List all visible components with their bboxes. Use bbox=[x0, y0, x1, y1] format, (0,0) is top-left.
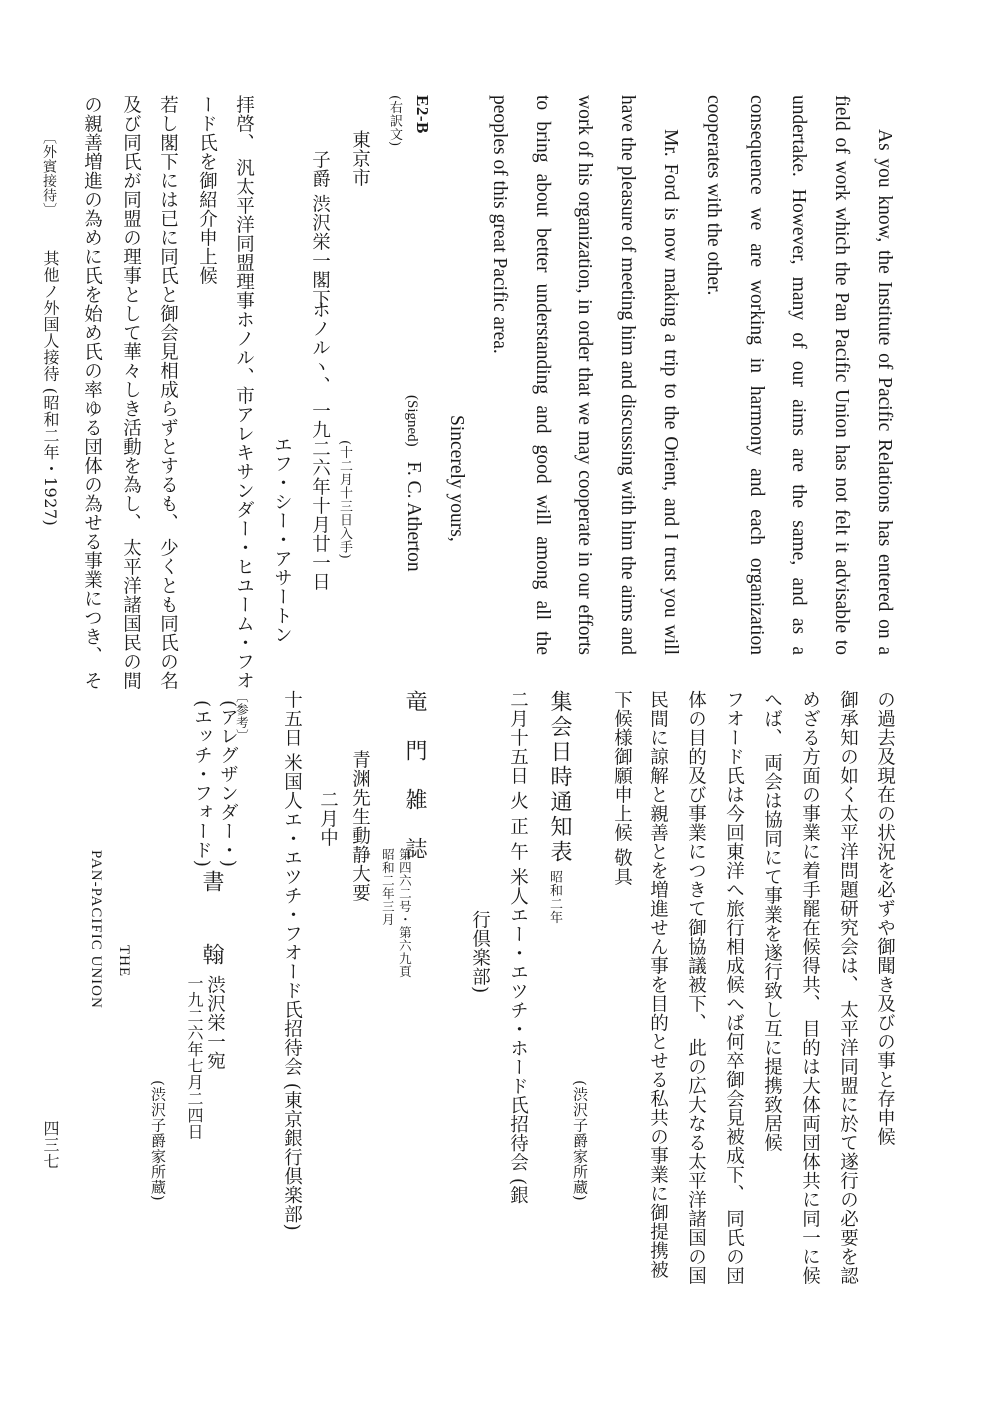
magazine-issue: 第四六二号・第六九頁 bbox=[397, 848, 413, 978]
footer-category: 〔外賓接待〕 bbox=[41, 130, 57, 217]
signed-label: (Signed) bbox=[404, 395, 421, 447]
magazine-title: 竜 門 雑 誌 bbox=[402, 690, 427, 869]
schedule-year: 昭和二年 bbox=[547, 870, 562, 924]
text-column-6: 体の目的及び事業につきて御協議被下、 此の広大なる太平洋諸国の国 bbox=[685, 690, 707, 1286]
address-city: 東京市 bbox=[349, 130, 371, 187]
sender-place-date: ホノルヽ、 一九二六年十月廿一日 bbox=[309, 300, 331, 592]
text-column-2: 御承知の如く太平洋問題研究会は、 太平洋同盟に於て遂行の必要を認 bbox=[837, 690, 859, 1286]
text-column-3: めざる方面の事業に着手罷在候得共、 目的は大体両団体共に同一に候 bbox=[799, 690, 821, 1286]
page-number: 四三七 bbox=[41, 1120, 60, 1170]
body-line-2: ード氏を御紹介申上候 bbox=[196, 95, 218, 285]
address-name: 子爵 渋沢栄一閣下 bbox=[309, 150, 331, 309]
text-column-4: へば、 両会は協同にて事業を遂行致し互に提携致居候 bbox=[761, 690, 783, 1153]
text-column-1: の過去及現在の状況を必ずや御聞き及びの事と存申候 bbox=[874, 690, 896, 1146]
magazine-subtitle: 青渊先生動静大要 bbox=[349, 750, 371, 902]
reference-code: E2-B bbox=[413, 95, 432, 134]
body-line-1: 拝啓、 汎太平洋同盟理事ホノル、市アレキサンダー・ヒユーム・フオ bbox=[233, 95, 255, 691]
letter-date: 一九二六年七月二四日 bbox=[185, 975, 204, 1140]
english-paragraph-2: Mr. Ford is now making a trip to the Orient, and I trust you will have the pleasure of meeting him and discussing with him the aims and work of his organization, in order that we may cooperate in our efforts to bring about better understanding and good will among all the peoples of this great Pacific area. bbox=[488, 95, 682, 655]
signature-line bbox=[390, 395, 434, 655]
footer-title: 其他ノ外国人接待 (昭和二年・1927) bbox=[41, 250, 60, 527]
body-line-3: 若し閣下には已に同氏と御会見相成らずとするも、 少くとも同氏の名 bbox=[157, 95, 179, 691]
received-date: (十二月十三日入手) bbox=[337, 440, 352, 560]
sender-name: エフ・シー・アサートン bbox=[271, 435, 293, 644]
english-paragraph-1: As you know, the Institute of Pacific Relations has entered on a field of work which the Pan Pacific Union has not felt it advisable to undertake. However, many of our aims are the same, and as a consequence we are working in harmony and each organization cooperates with the other. bbox=[702, 95, 895, 655]
source-note-2: (渋沢子爵家所蔵) bbox=[149, 1080, 167, 1202]
letter-party-line-2: (エッチ・フォード) bbox=[191, 700, 213, 868]
org-name: PAN-PACIFIC UNION bbox=[88, 850, 104, 1009]
body-line-5: の親善増進の為めに氏を始め氏の率ゆる団体の為せる事業につき、 そ bbox=[81, 95, 103, 691]
reference-label: 〔参考〕 bbox=[234, 690, 250, 742]
source-note-1: (渋沢子爵家所蔵) bbox=[571, 1080, 589, 1202]
letter-type: 書 翰 bbox=[199, 870, 224, 987]
signature-name: F. C. Atherton bbox=[403, 461, 425, 572]
translation-note: (右訳文) bbox=[387, 95, 402, 147]
magazine-month: 二月中 bbox=[317, 790, 339, 847]
schedule-entry-1: 二月十五日 火 正 午 米人エー・エツチ・ホード氏招待会 (銀 bbox=[507, 690, 529, 1205]
body-line-4: 及び同氏が同盟の理事として華々しき活動を為し、 太平洋諸国民の間 bbox=[120, 95, 142, 691]
english-letter bbox=[387, 95, 905, 655]
org-the: THE bbox=[116, 945, 132, 978]
text-column-8: 下候様御願申上候 敬具 bbox=[611, 690, 633, 887]
schedule-entry-2: 行倶楽部) bbox=[469, 910, 491, 994]
text-column-7: 民間に諒解と親善とを増進せん事を目的とせる私共の事業に御提携被 bbox=[647, 690, 669, 1279]
letter-recipient: 渋沢栄一宛 bbox=[204, 975, 226, 1070]
text-column-5: フオード氏は今回東洋へ旅行相成候へば何卒御会見被成下、 同氏の団 bbox=[723, 690, 745, 1286]
magazine-entry: 十五日 米国人エ・エツチ・フオード氏招待会 (東京銀行倶楽部) bbox=[281, 690, 303, 1232]
magazine-date: 昭和二年三月 bbox=[380, 848, 396, 926]
letter-party-line-1: (アレグザンダー・) bbox=[217, 700, 239, 868]
schedule-title: 集会日時通知表 bbox=[547, 690, 572, 865]
closing-line: Sincerely yours, bbox=[446, 415, 468, 542]
